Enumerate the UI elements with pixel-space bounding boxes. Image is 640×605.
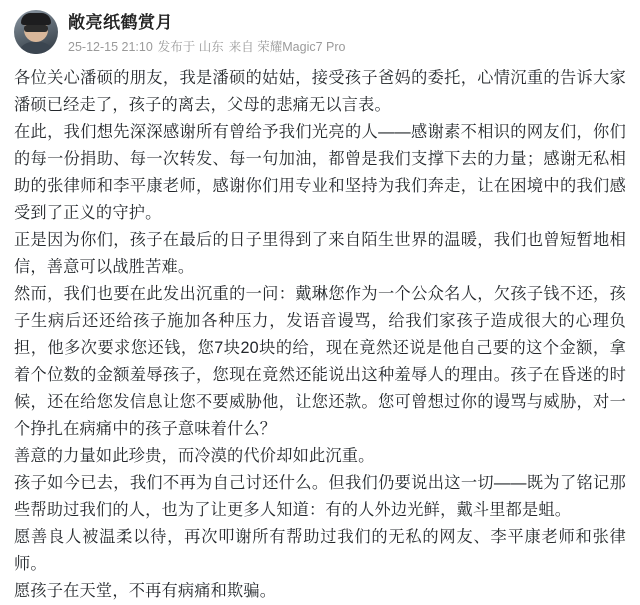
post-paragraph: 各位关心潘硕的朋友，我是潘硕的姑姑，接受孩子爸妈的委托，心情沉重的告诉大家潘硕已经走了，孩子的离去，父母的悲痛无以言表。 (14, 69, 626, 114)
post-paragraph: 在此，我们想先深深感谢所有曾给予我们光亮的人——感谢素不相识的网友们，你们的每一份捐助、每一次转发、每一句加油，都曾是我们支撑下去的力量；感谢无私相助的张律师和李平康老师，感谢你们用专业和坚持为我们奔走，让在困境中的我们感受到了正义的守护。 (14, 123, 626, 222)
post-location: 发布于 山东 (157, 40, 224, 54)
post-timestamp: 25-12-15 21:10 (68, 40, 153, 54)
avatar-body (18, 42, 54, 54)
post-header-text (68, 10, 345, 57)
post-header (14, 10, 626, 57)
post-paragraph: 愿善良人被温柔以待，再次叩谢所有帮助过我们的无私的网友、李平康老师和张律师。 (14, 528, 626, 573)
post-content (14, 65, 626, 605)
post-paragraph: 孩子如今已去，我们不再为自己讨还什么。但我们仍要说出这一切——既为了铭记那些帮助过我们的人，也为了让更多人知道：有的人外边光鲜，戴斗里都是蛆。 (14, 474, 626, 519)
post-paragraph: 愿孩子在天堂，不再有病痛和欺骗。 (14, 582, 277, 600)
sunglasses-icon (24, 25, 48, 32)
post-paragraph: 然而，我们也要在此发出沉重的一问：戴琳您作为一个公众名人，欠孩子钱不还，孩子生病后还还给孩子施加各种压力，发语音谩骂，给我们家孩子造成很大的心理负担，他多次要求您还钱，您7块20块的给，现在竟然还说是他自己要的这个金额，拿着个位数的金额羞辱孩子，您现在竟然还能说出这种羞辱人的理由。孩子在昏迷的时候，还在给您发信息让您不要威胁他，让您还款。您可曾想过你的谩骂与威胁，对一个挣扎在病痛中的孩子意味着什么？ (14, 285, 626, 438)
avatar[interactable] (14, 10, 58, 54)
post-source: 来自 荣耀Magic7 Pro (228, 40, 346, 54)
post-meta (68, 37, 345, 57)
post-paragraph: 善意的力量如此珍贵，而冷漠的代价却如此沉重。 (14, 447, 375, 465)
author-name[interactable]: 敞亮纸鹤赏月 (68, 13, 173, 32)
avatar-hair (21, 13, 51, 25)
post-paragraph: 正是因为你们，孩子在最后的日子里得到了来自陌生世界的温暖，我们也曾短暂地相信，善意可以战胜苦难。 (14, 231, 626, 276)
